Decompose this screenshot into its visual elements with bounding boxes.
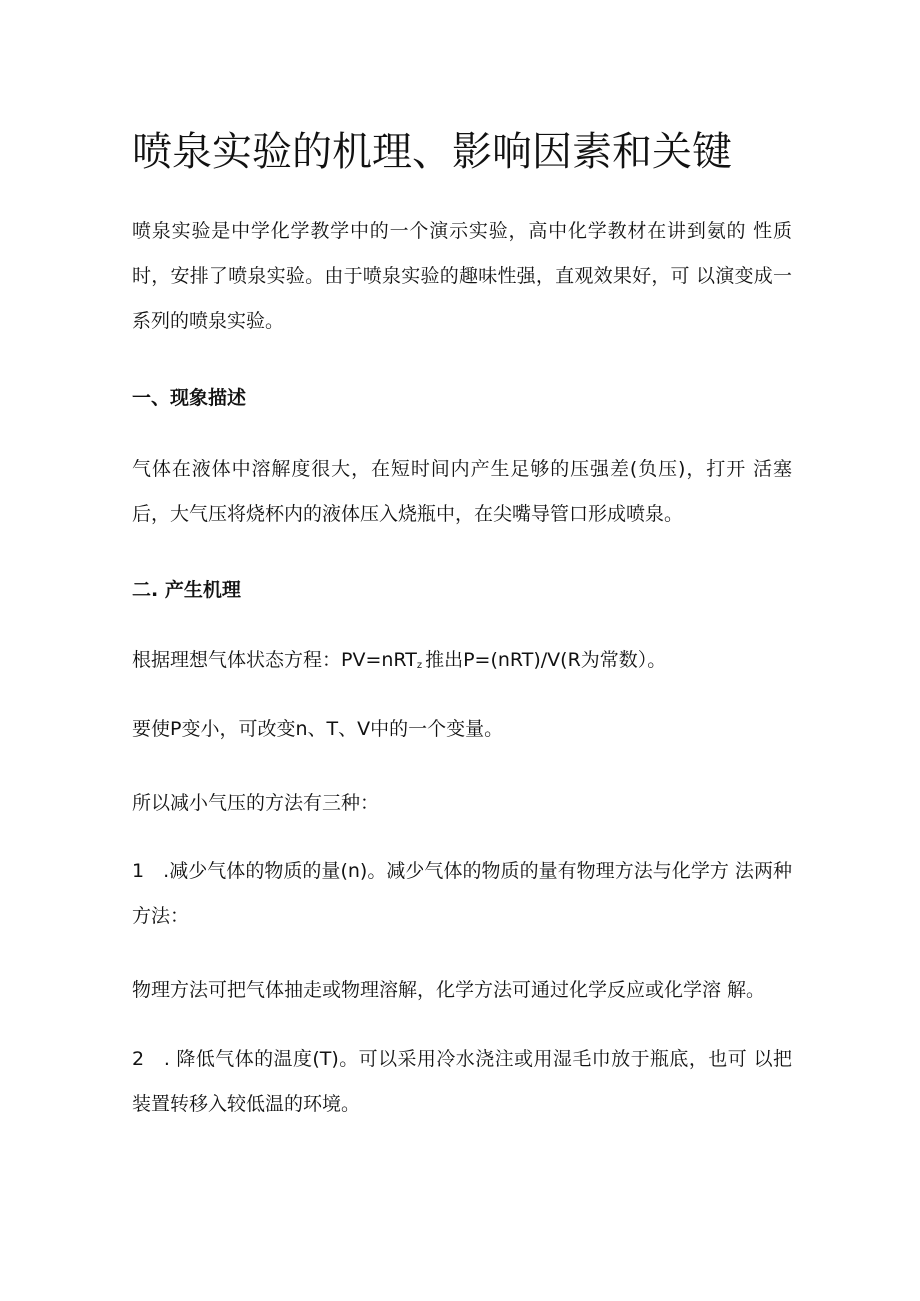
method-item-1: 1 .减少气体的物质的量(n)。减少气体的物质的量有物理方法与化学方 法两种方法： bbox=[132, 860, 792, 927]
equation-subscript: z bbox=[416, 660, 423, 671]
methods-intro-line: 所以减小气压的方法有三种： bbox=[132, 792, 380, 814]
equation-text-start: 根据理想气体状态方程：PV=nRT bbox=[132, 649, 417, 671]
intro-paragraph: 喷泉实验是中学化学教学中的一个演示实验，高中化学教材在讲到氨的 性质时，安排了喷泉实验。由于喷泉实验的趣味性强，直观效果好，可 以演变成一系列的喷泉实验。 bbox=[132, 220, 792, 332]
phenomenon-paragraph: 气体在液体中溶解度很大，在短时间内产生足够的压强差(负压)，打开 活塞后，大气压将烧杯内的液体压入烧瓶中，在尖嘴导管口形成喷泉。 bbox=[132, 458, 792, 525]
equation-text-end: 推出P=(nRT)/V(R为常数）。 bbox=[425, 649, 667, 671]
section-heading-phenomenon: 一、现象描述 bbox=[132, 387, 247, 409]
gas-equation-line bbox=[132, 645, 666, 681]
variable-line: 要使P变小，可改变n、T、V中的一个变量。 bbox=[132, 718, 504, 740]
method-item-1-detail: 物理方法可把气体抽走或物理溶解，化学方法可通过化学反应或化学溶 解。 bbox=[132, 979, 766, 1001]
document-title: 喷泉实验的机理、影响因素和关键 bbox=[132, 129, 732, 175]
section-heading-mechanism: 二. 产生机理 bbox=[132, 579, 241, 601]
method-item-2: 2 . 降低气体的温度(T)。可以采用冷水浇注或用湿毛巾放于瓶底，也可 以把装置转移入较低温的环境。 bbox=[132, 1048, 792, 1115]
